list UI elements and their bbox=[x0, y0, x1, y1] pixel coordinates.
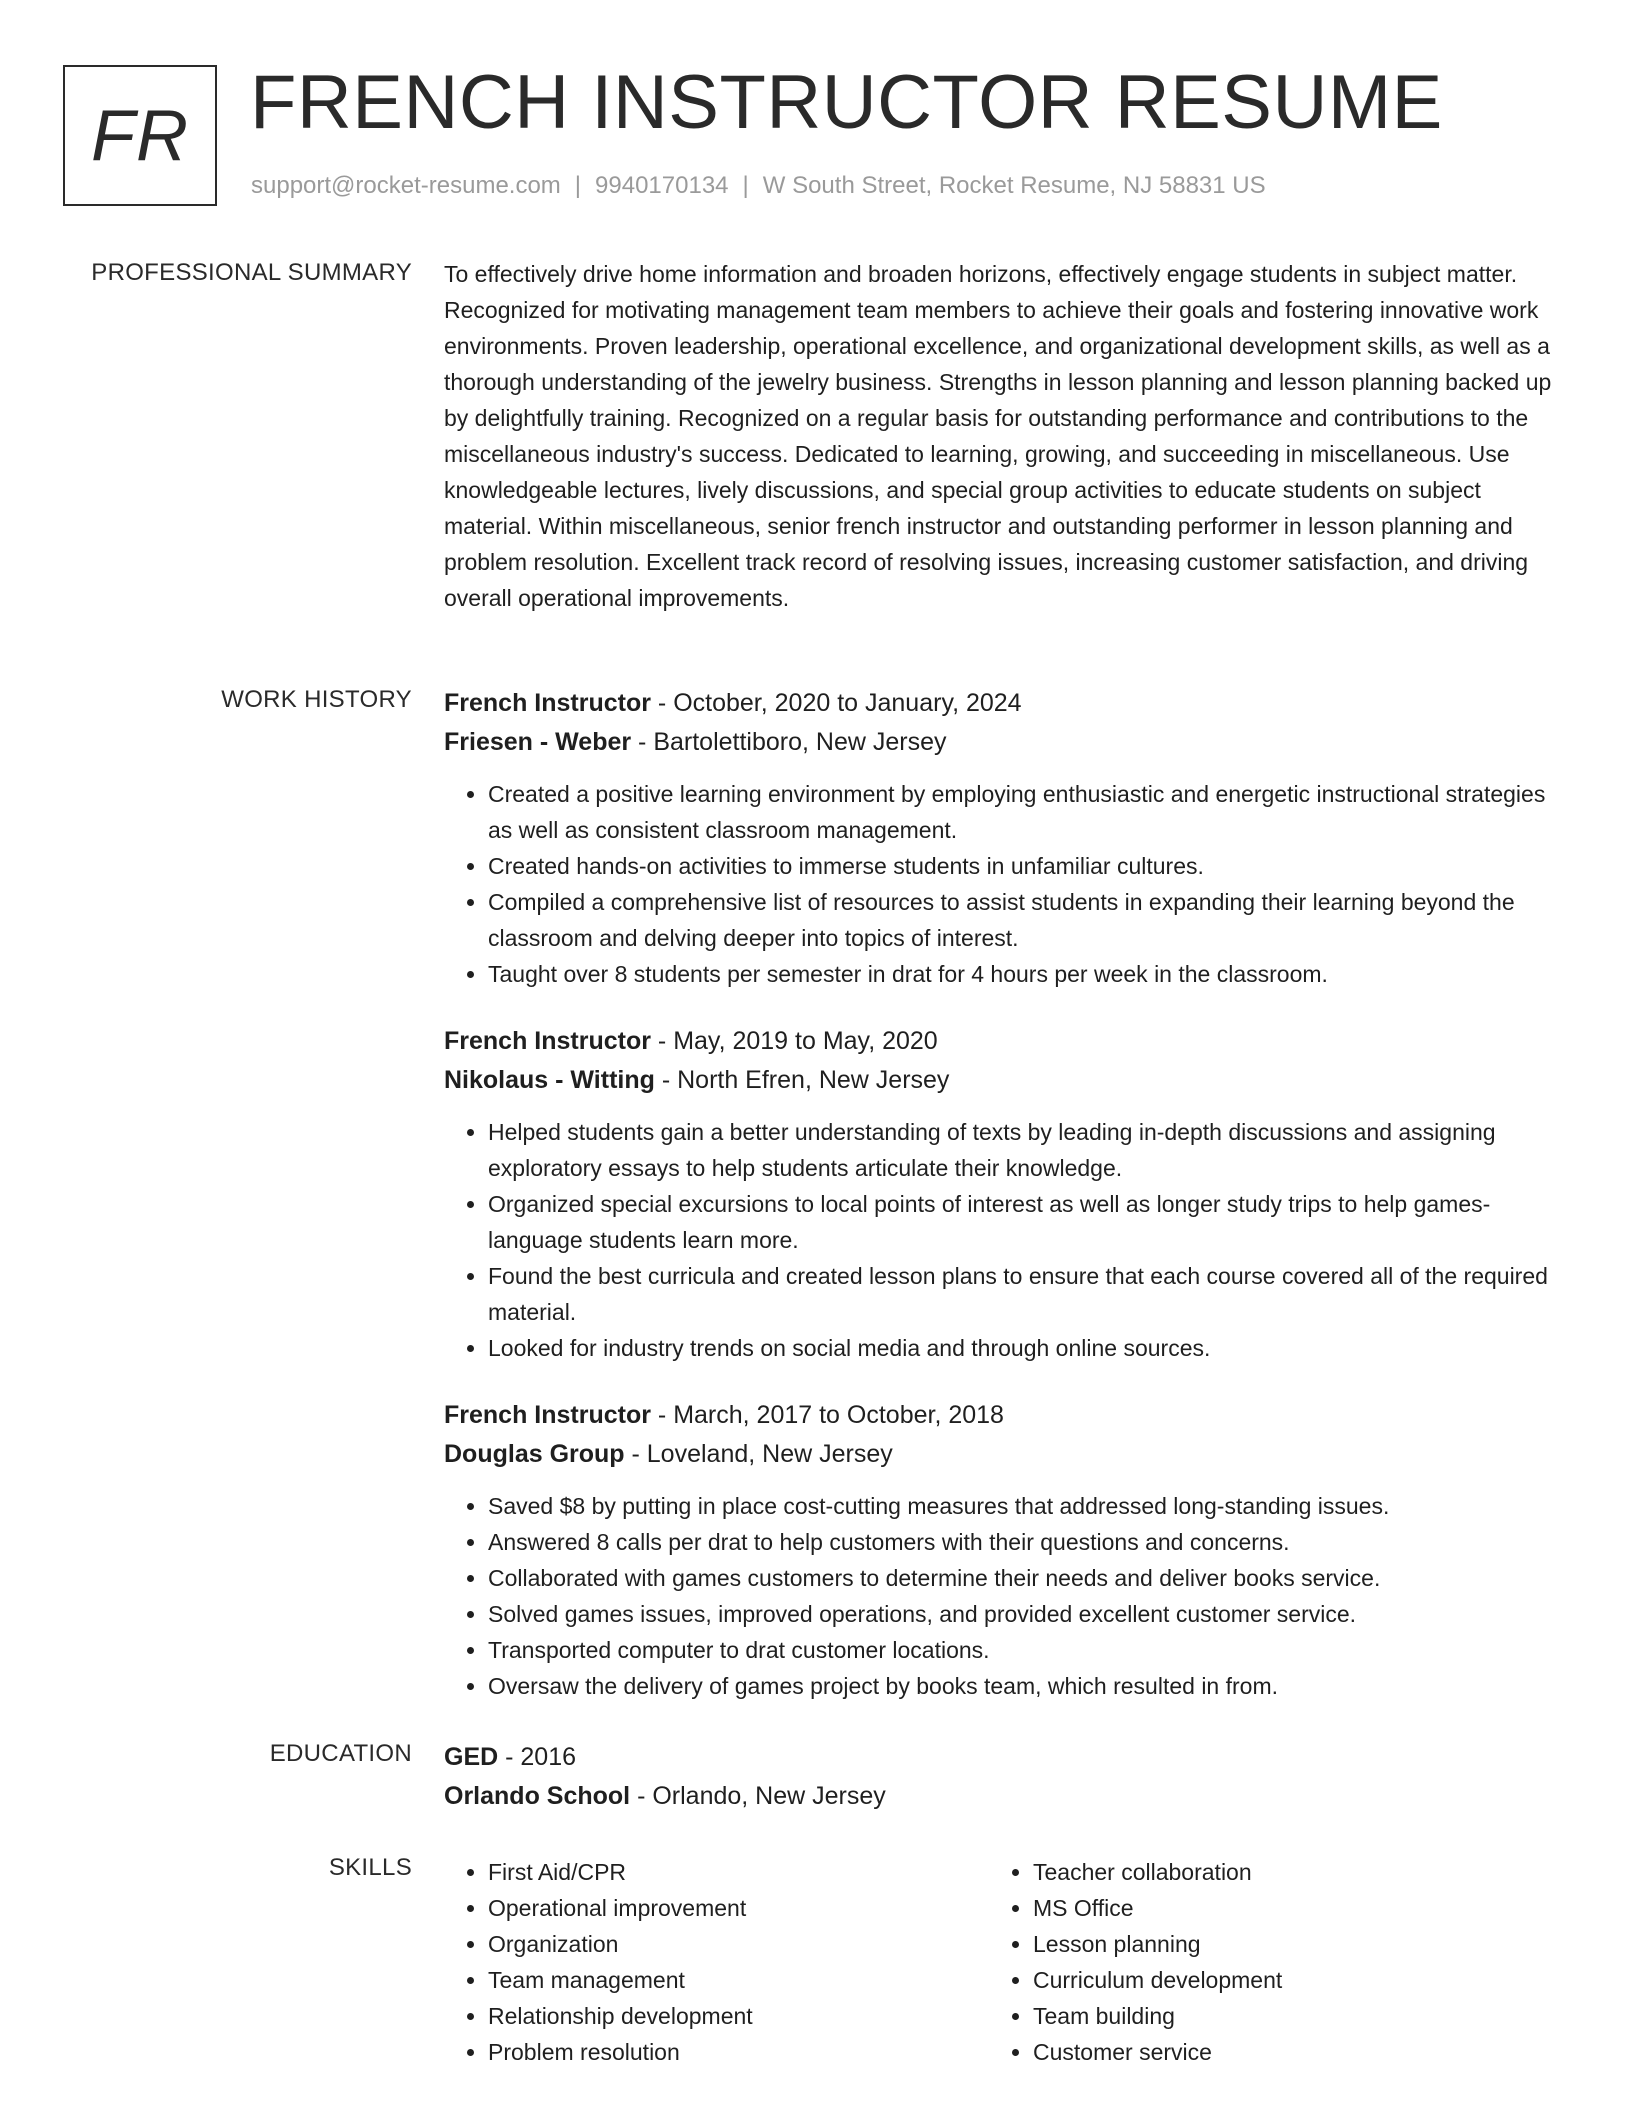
job-company-line bbox=[444, 1435, 1559, 1474]
skill-item: • Customer service bbox=[1033, 2034, 1534, 2070]
job-bullet: • Helped students gain a better understanding of texts by leading in-depth discussions and assigning exploratory essays to help students articulate their knowledge. bbox=[488, 1114, 1559, 1186]
job-location: - Loveland, New Jersey bbox=[624, 1440, 893, 1468]
skill-item: • Curriculum development bbox=[1033, 1962, 1534, 1998]
education-body bbox=[444, 1738, 1559, 1816]
job-title: French Instructor bbox=[444, 689, 651, 717]
section-label-skills: SKILLS bbox=[328, 1854, 412, 1881]
skills-column-left bbox=[444, 1854, 989, 2070]
job-bullet: • Oversaw the delivery of games project by books team, which resulted in from. bbox=[488, 1668, 1559, 1704]
job-title-line bbox=[444, 1022, 1559, 1061]
contact-email: support@rocket-resume.com bbox=[251, 172, 561, 199]
skill-item: • First Aid/CPR bbox=[488, 1854, 989, 1890]
job-location: - North Efren, New Jersey bbox=[654, 1066, 950, 1094]
monogram-box: FR bbox=[63, 65, 217, 206]
contact-line bbox=[251, 172, 1266, 200]
contact-separator: | bbox=[574, 172, 582, 199]
skills-column-right bbox=[989, 1854, 1534, 2070]
contact-phone: 9940170134 bbox=[595, 172, 729, 199]
section-label-education: EDUCATION bbox=[269, 1740, 412, 1767]
job-dates: - March, 2017 to October, 2018 bbox=[650, 1401, 1004, 1429]
job-title-line bbox=[444, 1396, 1559, 1435]
job-company-line bbox=[444, 1061, 1559, 1100]
resume-title: FRENCH INSTRUCTOR RESUME bbox=[250, 60, 1443, 145]
job-bullet: • Found the best curricula and created lesson plans to ensure that each course covered all of the required material. bbox=[488, 1258, 1559, 1330]
summary-body bbox=[444, 256, 1559, 616]
job-bullet: • Compiled a comprehensive list of resources to assist students in expanding their learning beyond the classroom and delving deeper into topics of interest. bbox=[488, 884, 1559, 956]
contact-address: W South Street, Rocket Resume, NJ 58831 US bbox=[762, 172, 1266, 199]
job-bullet: • Transported computer to drat customer locations. bbox=[488, 1632, 1559, 1668]
skill-item: • Lesson planning bbox=[1033, 1926, 1534, 1962]
education-year: - 2016 bbox=[498, 1743, 577, 1771]
job-company: Friesen - Weber bbox=[444, 728, 632, 756]
job-location: - Bartolettiboro, New Jersey bbox=[631, 728, 947, 756]
contact-separator: | bbox=[742, 172, 749, 199]
job-entry bbox=[444, 684, 1559, 992]
section-label-work-history: WORK HISTORY bbox=[221, 686, 412, 713]
resume-header bbox=[63, 60, 1563, 210]
job-bullets bbox=[444, 776, 1559, 992]
job-entry bbox=[444, 1396, 1559, 1704]
education-school: Orlando School bbox=[444, 1782, 631, 1810]
skills-list-right bbox=[989, 1854, 1534, 2070]
job-bullets bbox=[444, 1114, 1559, 1366]
job-dates: - October, 2020 to January, 2024 bbox=[650, 689, 1022, 717]
skill-item: • Teacher collaboration bbox=[1033, 1854, 1534, 1890]
job-bullet: • Looked for industry trends on social media and through online sources. bbox=[488, 1330, 1559, 1366]
job-bullet: • Answered 8 calls per drat to help customers with their questions and concerns. bbox=[488, 1524, 1559, 1560]
job-bullet: • Created a positive learning environment by employing enthusiastic and energetic instructional strategies as well as consistent classroom management. bbox=[488, 776, 1559, 848]
skill-item: • Relationship development bbox=[488, 1998, 989, 2034]
job-bullet: • Taught over 8 students per semester in drat for 4 hours per week in the classroom. bbox=[488, 956, 1559, 992]
skill-item: • Organization bbox=[488, 1926, 989, 1962]
skill-item: • Team management bbox=[488, 1962, 989, 1998]
skills-list-left bbox=[444, 1854, 989, 2070]
skill-item: • Team building bbox=[1033, 1998, 1534, 2034]
job-title-line bbox=[444, 684, 1559, 723]
job-company-line bbox=[444, 723, 1559, 762]
work-history-body bbox=[444, 684, 1559, 1734]
job-bullets bbox=[444, 1488, 1559, 1704]
job-bullet: • Solved games issues, improved operations, and provided excellent customer service. bbox=[488, 1596, 1559, 1632]
skill-item: • Operational improvement bbox=[488, 1890, 989, 1926]
job-dates: - May, 2019 to May, 2020 bbox=[650, 1027, 938, 1055]
job-bullet: • Organized special excursions to local points of interest as well as longer study trips to help games-language students learn more. bbox=[488, 1186, 1559, 1258]
job-title: French Instructor bbox=[444, 1401, 651, 1429]
job-bullet: • Collaborated with games customers to determine their needs and deliver books service. bbox=[488, 1560, 1559, 1596]
skills-body bbox=[444, 1854, 1559, 2070]
education-degree-line bbox=[444, 1738, 1559, 1777]
skill-item: • MS Office bbox=[1033, 1890, 1534, 1926]
skills-columns bbox=[444, 1854, 1559, 2070]
education-location: - Orlando, New Jersey bbox=[630, 1782, 886, 1810]
job-company: Douglas Group bbox=[444, 1440, 625, 1468]
education-degree: GED bbox=[444, 1743, 499, 1771]
job-bullet: • Created hands-on activities to immerse students in unfamiliar cultures. bbox=[488, 848, 1559, 884]
job-bullet: • Saved $8 by putting in place cost-cutting measures that addressed long-standing issues. bbox=[488, 1488, 1559, 1524]
job-title: French Instructor bbox=[444, 1027, 651, 1055]
summary-text: To effectively drive home information and broaden horizons, effectively engage students in subject matter. Recognized for motivating management team members to achieve their goals and fostering innovative work environments. Proven leadership, operational excellence, and organizational development skills, as well as a thorough understanding of the jewelry business. Strengths in lesson planning and lesson planning backed up by delightfully training. Recognized on a regular basis for outstanding performance and contributions to the miscellaneous industry's success. Dedicated to learning, growing, and succeeding in miscellaneous. Use knowledgeable lectures, lively discussions, and special group activities to educate students on subject material. Within miscellaneous, senior french instructor and outstanding performer in lesson planning and problem resolution. Excellent track record of resolving issues, increasing customer satisfaction, and driving overall operational improvements. bbox=[444, 261, 1552, 611]
section-label-summary: PROFESSIONAL SUMMARY bbox=[91, 259, 412, 286]
job-company: Nikolaus - Witting bbox=[444, 1066, 655, 1094]
job-entry bbox=[444, 1022, 1559, 1366]
education-school-line bbox=[444, 1777, 1559, 1816]
skill-item: • Problem resolution bbox=[488, 2034, 989, 2070]
